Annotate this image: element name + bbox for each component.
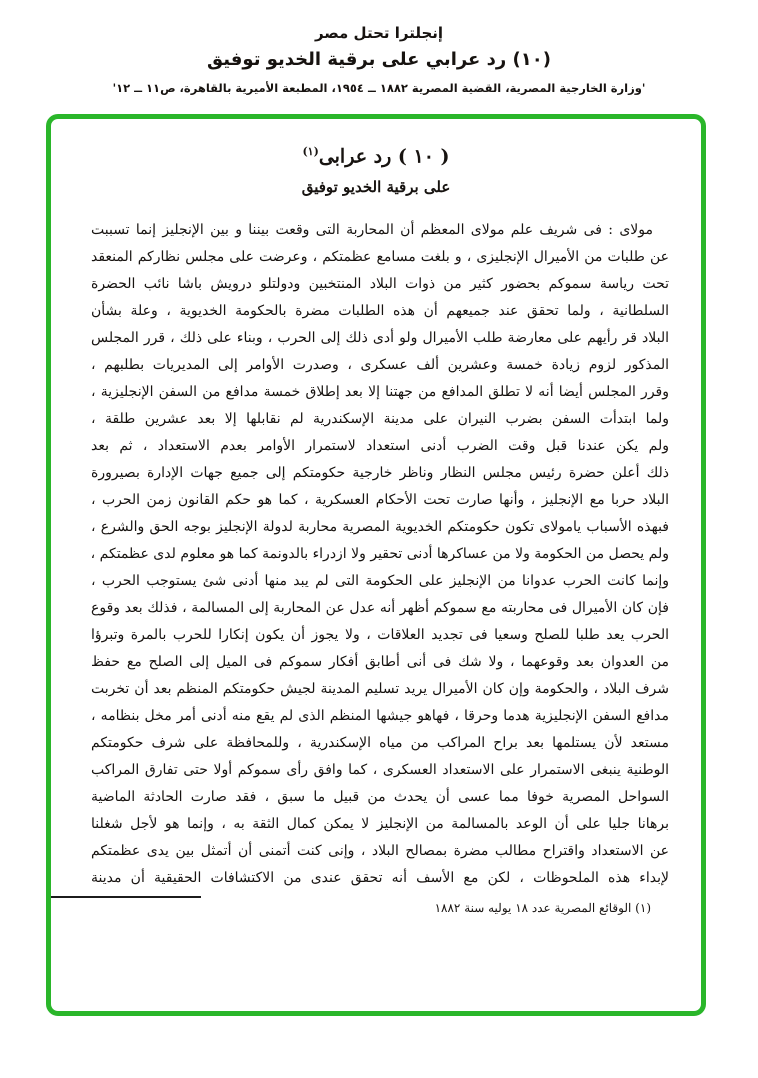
body-text-line: برهانا جليا على أن الوعد بالمسالمة من الإنجليز لا يمكن كمال الثقة به ، وإنما هو لأجل شغلنا [91, 816, 669, 833]
footnote-reference-marker: (١) [302, 145, 319, 158]
body-text-line: لإبداء هذه الملحوظات ، لكن مع الأسف أنه تحقق عندى من الاكتشافات الحقيقية أن مدينة [91, 870, 669, 887]
header-source-citation: 'وزارة الخارجية المصرية، القضية المصرية ١٨٨٢ ــ ١٩٥٤، المطبعة الأميرية بالقاهرة، ص١١ ــ ١٢' [112, 81, 646, 95]
body-text-line: ولما ابتدأت السفن بضرب النيران على مدينة الإسكندرية لم نقابلها إلا بعد عشرين طلقة ، [91, 411, 669, 428]
header-kicker: إنجلترا تحتل مصر [314, 24, 444, 42]
document-title-text: ( ١٠ ) رد عرابى [318, 145, 450, 168]
body-text-line: من العدوان بعد وقوعهما ، ولا شك فى أنى أطابق أفكار سموكم فى الميل إلى الصلح مع حفظ [91, 654, 669, 671]
body-text-line: مولاى : فى شريف علم مولاى المعظم أن المحاربة التى وقعت بيننا و بين الإنجليز إنما تسببت [91, 222, 653, 239]
body-text-line: وإنما كانت الحرب عدوانا من الإنجليز على الحكومة التى لم يبد منها أدنى شئ يستوجب الحرب ، [91, 573, 669, 590]
body-text-line: عن الاستعداد واقتراح مطالب مضرة بمصالح البلاد ، وإنى كنت أتمنى أن أتمثل بين يدى عظمتكم [91, 843, 669, 860]
body-text-line: ولم يحصل من الحكومة ولا من عساكرها أدنى تحقير ولا ازدراء بالدونمة كما هو معلوم لدى عظمتكم ، [91, 546, 669, 563]
body-text-line: عن طلبات من الأميرال الإنجليزى ، و بلغت مسامع عظمتكم ، وعرضت على مجلس نظاركم المنعقد [91, 249, 669, 266]
body-text-line: البلاد حربا مع الإنجليز ، وأنها صارت تحت الأحكام العسكرية ، كما هو حكم القانون زمن الحرب ، [91, 492, 669, 509]
body-text-line: البلاد قر رأيهم على معارضة طلب الأميرال ولو أدى ذلك إلى الحرب ، وبناء على ذلك ، قرر المجلس [91, 330, 669, 347]
body-text-line: السواحل المصرية خوفا مما عسى أن يحدث من قبيل ما سبق ، فقد صارت الحادثة الماضية [91, 789, 669, 806]
body-text-line: فبهذه الأسباب يامولاى تكون حكومتكم الخديوية المصرية محاربة لدولة الإنجليز بوجه الحق والشرع ، [91, 519, 669, 536]
footnote-separator [51, 896, 201, 898]
body-text-line: مدافع السفن الإنجليزية هدما وحرقا ، فهاهو جيشها المنظم الذى لم يقع منه أدنى أمر مخل بنظامه ، [91, 708, 669, 725]
body-text-line: ذلك أعلن حضرة رئيس مجلس النظار وناظر خارجية حكومتكم إلى جميع جهات الإدارة بصيرورة [91, 465, 669, 482]
document-highlight-box [46, 114, 706, 1016]
body-text-line: الوطنية ينبغى الاستمرار على الاستعداد العسكرى ، كما وافق رأى سموكم أولا حتى تفارق المراكب [91, 762, 669, 779]
body-text-line: ولم يكن عندنا قبل وقت الضرب أدنى استعداد لاستمرار الأوامر بعدم الاستعداد ، ثم بعد [91, 438, 669, 455]
body-text-line: فإن كان الأميرال فى محاربته مع سموكم أظهر أنه عدل عن المحاربة إلى المسالمة ، فذلك بعد وقوع [91, 600, 669, 617]
body-text-line: المذكور لزوم زيادة خمسة وعشرين ألف عسكرى ، وصدرت الأوامر إلى المديريات بطلبهم ، [91, 357, 669, 374]
footnote-text: (١) الوقائع المصرية عدد ١٨ يوليه سنة ١٨٨٢ [434, 901, 651, 916]
header-title: (١٠) رد عرابي على برقية الخديو توفيق [207, 49, 551, 70]
body-text-line: وقرر المجلس أيضا أنه لا تطلق المدافع من جهتنا إلا بعد إطلاق خمسة مدافع من السفن الإنجليزية ، [91, 384, 669, 401]
body-text-line: مستعد لأن يستلمها بعد براح المراكب من مياه الإسكندرية ، وللمحافظة على شرف حكومتكم [91, 735, 669, 752]
body-text-line: شرف البلاد ، والحكومة وإن كان الأميرال يريد تسليم المدينة لجيش حكومتكم المنظم بعد أن تخربت [91, 681, 669, 698]
body-text-line: الحرب يعد طلبا للصلح وسعيا فى تجديد العلاقات ، ولا يجوز أن يكون إنكارا للحرب بالمرة وتبرؤا [91, 627, 669, 644]
document-title [51, 145, 701, 167]
body-text-line: تحت رياسة سموكم بحضور كثير من ذوات البلاد المنتخبين ودولتلو درويش باشا نائب الحضرة [91, 276, 669, 293]
document-body [51, 217, 701, 892]
body-text-line: السلطانية ، ولما تحقق عند جميعهم أن هذه الطلبات مضرة بالحكومة الخديوية ، وعلة بشأن [91, 303, 669, 320]
document-subtitle: على برقية الخديو توفيق [301, 178, 451, 197]
